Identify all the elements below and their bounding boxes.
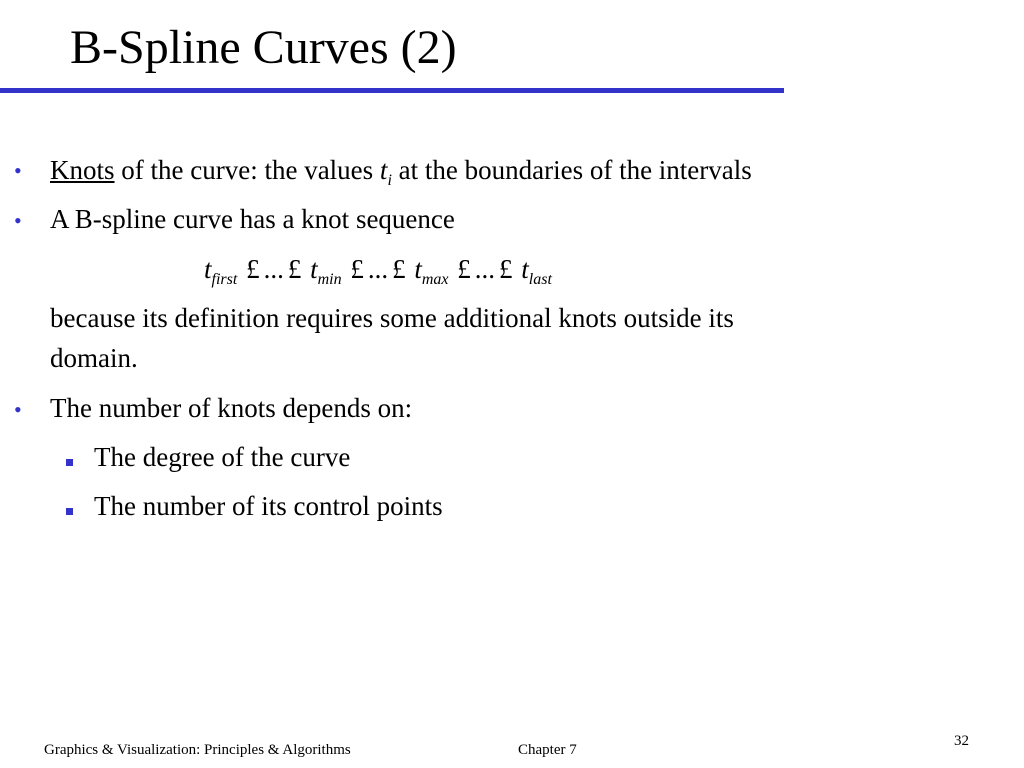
footer-course-title: Graphics & Visualization: Principles & Algorithms <box>44 742 351 758</box>
knot-sequence-explanation-1: because its definition requires some additional knots outside its <box>50 303 734 333</box>
formula-le-1: £ <box>246 254 260 284</box>
knots-text-before: of the curve: the values <box>114 155 380 185</box>
formula-sub-first: first <box>211 271 238 288</box>
bullet-dot-icon: • <box>14 397 22 422</box>
formula-le-2: £ <box>287 254 302 284</box>
slide-title: B-Spline Curves (2) <box>70 21 457 74</box>
bullet-knot-sequence: A B-spline curve has a knot sequence <box>50 204 455 234</box>
formula-t-first: t <box>204 254 212 284</box>
footer-chapter: Chapter 7 <box>518 742 577 758</box>
formula-le-6: £ <box>499 254 513 284</box>
bullet-knot-count: The number of knots depends on: <box>50 393 413 423</box>
formula-t-last: t <box>521 254 529 284</box>
square-bullet-icon <box>66 459 73 466</box>
formula-sub-max: max <box>421 271 449 288</box>
formula-t-min: t <box>310 254 318 284</box>
formula-sub-last: last <box>528 271 552 288</box>
knot-sequence-formula <box>204 254 552 289</box>
formula-ellipsis-1: ... <box>263 254 284 284</box>
sub-item-control-points: The number of its control points <box>94 491 443 521</box>
formula-ellipsis-3: ... <box>474 254 495 284</box>
sub-item-degree: The degree of the curve <box>94 442 351 472</box>
bullet-dot-icon: • <box>14 158 22 183</box>
formula-le-5: £ <box>457 254 471 284</box>
formula-le-4: £ <box>392 254 406 284</box>
square-bullet-icon <box>66 508 73 515</box>
knots-term: Knots <box>50 155 115 185</box>
footer-page-number: 32 <box>954 733 969 749</box>
knots-var-sub: i <box>387 172 392 189</box>
formula-t-max: t <box>414 254 422 284</box>
knots-var: t <box>379 155 388 185</box>
formula-le-3: £ <box>350 254 364 284</box>
formula-ellipsis-2: ... <box>367 254 389 284</box>
formula-sub-min: min <box>317 271 342 288</box>
bullet-knots <box>50 154 752 190</box>
knot-sequence-explanation-2: domain. <box>50 343 138 373</box>
bullet-dot-icon: • <box>14 208 22 233</box>
knots-text-after: at the boundaries of the intervals <box>391 155 752 185</box>
